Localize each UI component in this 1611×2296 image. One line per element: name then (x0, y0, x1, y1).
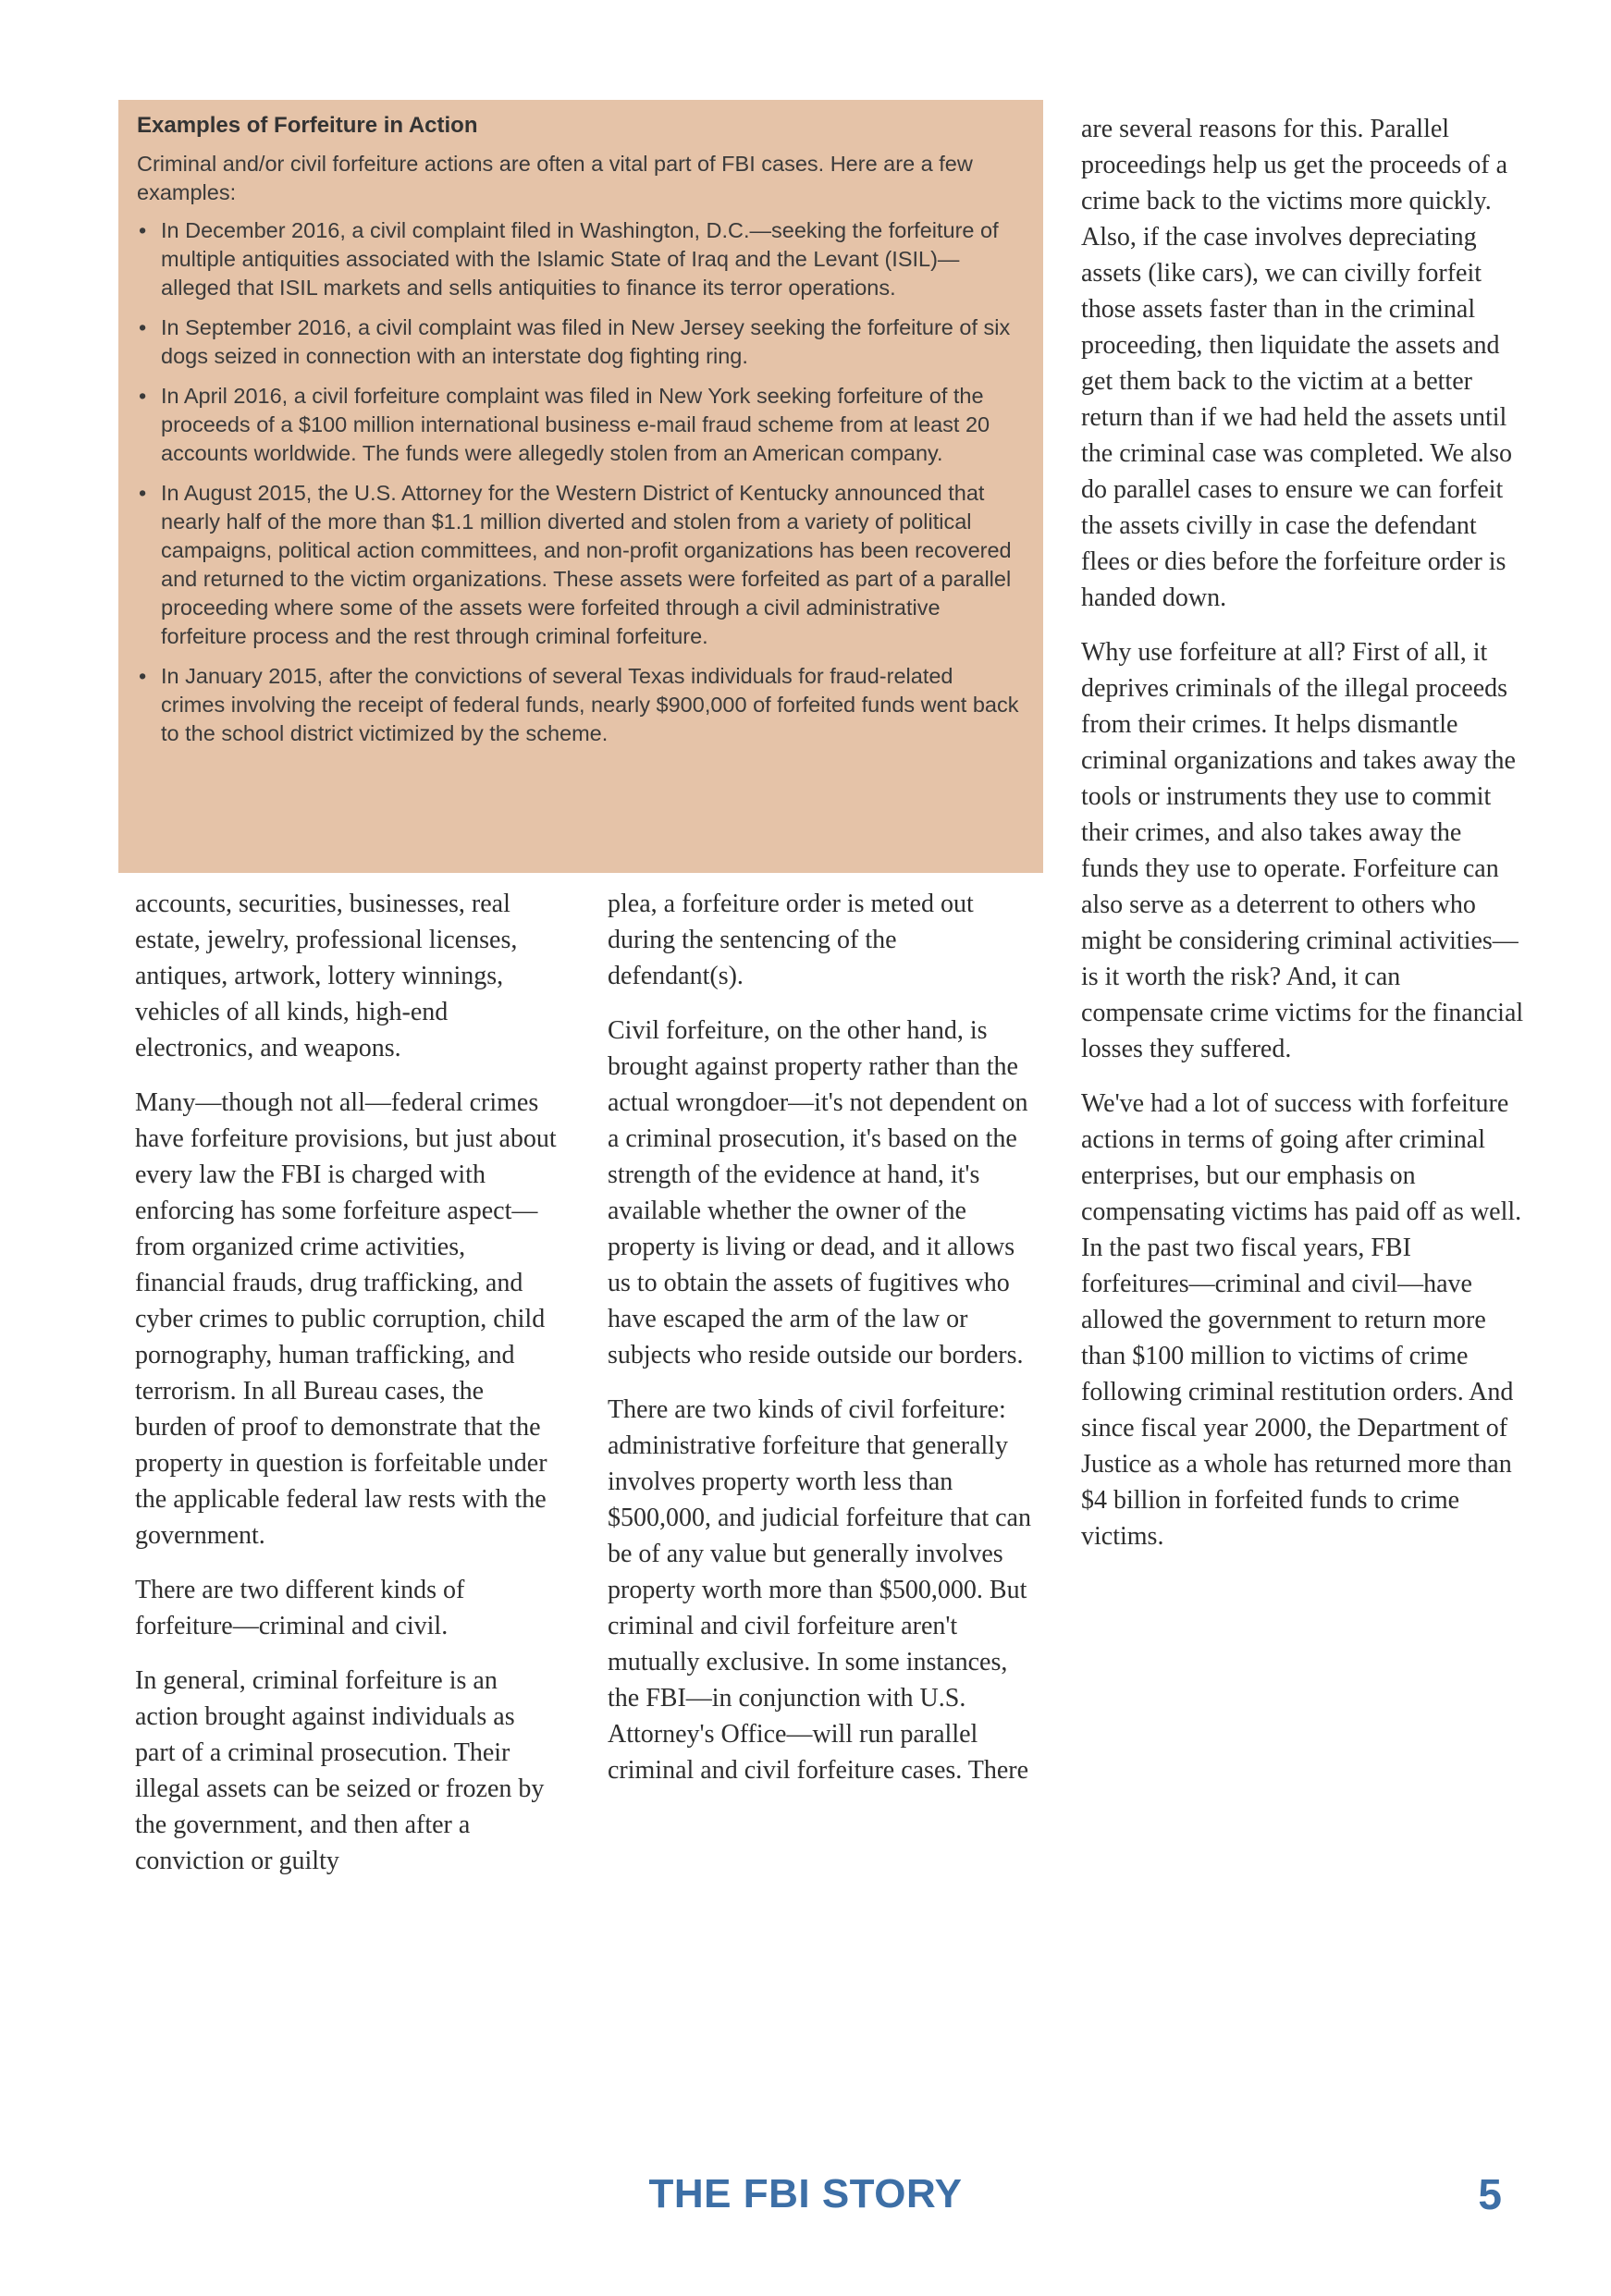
bullet-icon: • (139, 218, 147, 242)
paragraph: Civil forfeiture, on the other hand, is brought against property rather than the actual wrongdoer—it's not dependent on a criminal prosecution, it's based on the strength of the evidence at hand, it's available whether the owner of the property is living or dead, and it allows us to obtain the assets of fugitives who have escaped the arm of the law or subjects who reside outside our borders. (608, 1016, 1028, 1369)
example-text: In April 2016, a civil forfeiture complaint was filed in New York seeking forfeiture of the proceeds of a $100 million international business e-mail fraud scheme from at least 20 accounts worldwide. The funds were allegedly stolen from an American company. (161, 384, 990, 465)
paragraph: plea, a forfeiture order is meted out during the sentencing of the defendant(s). (608, 890, 974, 990)
sidebar-title: Examples of Forfeiture in Action (137, 113, 478, 138)
list-item (137, 382, 1021, 468)
list-item (137, 479, 1021, 651)
bullet-icon: • (139, 384, 147, 408)
bullet-icon: • (139, 315, 147, 339)
paragraph: We've had a lot of success with forfeiture actions in terms of going after criminal enterprises, but our emphasis on compensating victims has paid off as well. In the past two fiscal years, FBI forfeitures—criminal and civil—have allowed the government to return more than $100 million to victims of crime following criminal restitution orders. And since fiscal year 2000, the Department of Justice as a whole has returned more than $4 billion in forfeited funds to crime victims. (1081, 1089, 1522, 1551)
bullet-icon: • (139, 664, 147, 688)
example-text: In August 2015, the U.S. Attorney for the Western District of Kentucky announced that nearly half of the more than $1.1 million diverted and stolen from a variety of political campaigns, political action committees, and non-profit organizations has been recovered and returned to the victim organizations. These assets were forfeited as part of a parallel proceeding where some of the assets were forfeited through a civil administrative forfeiture process and the rest through criminal forfeiture. (161, 481, 1012, 648)
list-item (137, 662, 1021, 748)
list-item (137, 216, 1021, 302)
paragraph: are several reasons for this. Parallel proceedings help us get the proceeds of a crime back to the victims more quickly. Also, if the case involves depreciating assets (like cars), we can civilly forfeit those assets faster than in the criminal proceeding, then liquidate the assets and get them back to the victim at a better return than if we had held the assets until the criminal case was completed. We also do parallel cases to ensure we can forfeit the assets civilly in case the defendant flees or dies before the forfeiture order is handed down. (1081, 115, 1513, 612)
paragraph: Why use forfeiture at all? First of all, it deprives criminals of the illegal proceeds from their crimes. It helps dismantle criminal organizations and takes away the tools or instruments they use to commit their crimes, and also takes away the funds they use to operate. Forfeiture can also serve as a deterrent to others who might be considering criminal activities—is it worth the risk? And, it can compensate crime victims for the financial losses they suffered. (1081, 638, 1524, 1063)
body-column-1 (135, 886, 560, 1897)
page-number: 5 (1478, 2170, 1502, 2218)
example-text: In January 2015, after the convictions of several Texas individuals for fraud-related crimes involving the receipt of federal funds, nearly $900,000 of forfeited funds went back to the school district victimized by the scheme. (161, 664, 1019, 745)
paragraph: There are two kinds of civil forfeiture: administrative forfeiture that generally involves property worth less than $500,000, and judicial forfeiture that can be of any value but generally involves property worth more than $500,000. But criminal and civil forfeiture aren't mutually exclusive. In some instances, the FBI—in conjunction with U.S. Attorney's Office—will run parallel criminal and civil forfeiture cases. There (608, 1395, 1031, 1785)
example-text: In September 2016, a civil complaint was filed in New Jersey seeking the forfeiture of six dogs seized in connection with an interstate dog fighting ring. (161, 315, 1011, 368)
sidebar-example-list (137, 216, 1021, 748)
publication-title: THE FBI STORY (648, 2171, 963, 2216)
body-column-3 (1081, 111, 1525, 1573)
body-column-2 (608, 886, 1033, 1807)
sidebar-intro: Criminal and/or civil forfeiture actions are often a vital part of FBI cases. Here are a few examples: (137, 152, 973, 204)
list-item (137, 313, 1021, 371)
bullet-icon: • (139, 481, 147, 505)
example-text: In December 2016, a civil complaint filed in Washington, D.C.—seeking the forfeiture of multiple antiquities associated with the Islamic State of Iraq and the Levant (ISIL)—alleged that ISIL markets and sells antiquities to finance its terror operations. (161, 218, 999, 300)
paragraph: In general, criminal forfeiture is an action brought against individuals as part of a criminal prosecution. Their illegal assets can be seized or frozen by the government, and then after a conviction or guilty (135, 1666, 545, 1875)
paragraph: Many—though not all—federal crimes have forfeiture provisions, but just about every law the FBI is charged with enforcing has some forfeiture aspect—from organized crime activities, financial frauds, drug trafficking, and cyber crimes to public corruption, child pornography, human trafficking, and terrorism. In all Bureau cases, the burden of proof to demonstrate that the property in question is forfeitable under the applicable federal law rests with the government. (135, 1088, 557, 1550)
paragraph: accounts, securities, businesses, real estate, jewelry, professional licenses, antiques, artwork, lottery winnings, vehicles of all kinds, high-end electronics, and weapons. (135, 890, 518, 1062)
forfeiture-examples-sidebar (118, 100, 1043, 873)
paragraph: There are two different kinds of forfeiture—criminal and civil. (135, 1576, 465, 1640)
